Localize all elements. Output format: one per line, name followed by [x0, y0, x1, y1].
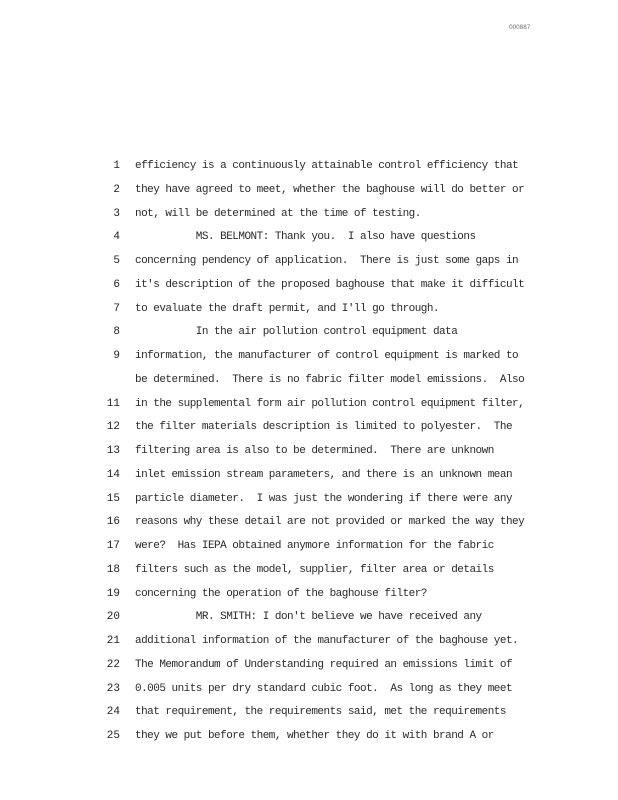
line-text: information, the manufacturer of control equipment is marked to — [135, 350, 519, 362]
transcript-line — [0, 158, 618, 182]
line-text: In the air pollution control equipment data — [135, 326, 458, 339]
line-text: in the supplemental form air pollution control equipment filter, — [135, 397, 525, 410]
transcript-line — [0, 324, 618, 348]
line-number: 25 — [106, 730, 120, 742]
line-number: 17 — [106, 540, 120, 552]
line-text: it's description of the proposed baghouse that make it difficult — [135, 278, 525, 291]
line-number: 18 — [106, 563, 120, 576]
line-number: 7 — [113, 302, 120, 315]
transcript-line — [0, 562, 618, 586]
transcript-line — [0, 467, 618, 491]
line-number: 21 — [106, 635, 120, 647]
line-number: 13 — [106, 445, 120, 457]
transcript-line — [0, 348, 618, 372]
line-number: 16 — [106, 516, 120, 529]
line-number: 6 — [113, 278, 120, 291]
line-text: not, will be determined at the time of testing. — [135, 207, 421, 220]
line-text: they we put before them, whether they do it with brand A or — [135, 730, 494, 742]
line-text: reasons why these detail are not provided or marked the way they — [135, 516, 525, 529]
transcript-line — [0, 277, 618, 301]
line-number: 19 — [106, 587, 120, 600]
line-number: 8 — [113, 326, 120, 339]
transcript-line — [0, 704, 618, 728]
line-number: 11 — [106, 397, 120, 410]
line-text: additional information of the manufacturer of the baghouse yet. — [135, 635, 519, 647]
line-number: 1 — [113, 160, 120, 172]
line-text: particle diameter. I was just the wondering if there were any — [135, 492, 513, 505]
line-text: MR. SMITH: I don't believe we have received any — [135, 611, 482, 624]
line-number: 20 — [106, 611, 120, 624]
line-text: The Memorandum of Understanding required an emissions limit of — [135, 658, 513, 671]
line-number: 14 — [106, 468, 120, 481]
transcript-lines — [0, 158, 618, 752]
line-text: that requirement, the requirements said, met the requirements — [135, 706, 506, 719]
transcript-line — [0, 657, 618, 681]
transcript-line — [0, 396, 618, 420]
transcript-line — [0, 419, 618, 443]
transcript-line — [0, 728, 618, 752]
transcript-line — [0, 301, 618, 325]
transcript-line — [0, 609, 618, 633]
line-text: filters such as the model, supplier, filter area or details — [135, 563, 494, 576]
transcript-line — [0, 182, 618, 206]
line-text: concerning the operation of the baghouse filter? — [135, 587, 427, 600]
line-text: were? Has IEPA obtained anymore information for the fabric — [135, 540, 494, 552]
line-number: 5 — [113, 255, 120, 267]
line-number: 2 — [113, 183, 120, 196]
line-number: 24 — [106, 706, 120, 719]
line-text: efficiency is a continuously attainable control efficiency that — [135, 160, 519, 172]
transcript-line — [0, 538, 618, 562]
transcript-line — [0, 514, 618, 538]
line-text: inlet emission stream parameters, and there is an unknown mean — [135, 468, 513, 481]
line-text: they have agreed to meet, whether the baghouse will do better or — [135, 183, 525, 196]
transcript-line — [0, 443, 618, 467]
transcript-line — [0, 253, 618, 277]
line-number: 3 — [113, 207, 120, 220]
transcript-line — [0, 586, 618, 610]
transcript-line — [0, 681, 618, 705]
transcript-line — [0, 633, 618, 657]
line-text: to evaluate the draft permit, and I'll go through. — [135, 302, 440, 315]
transcript-line — [0, 491, 618, 515]
line-number: 22 — [106, 658, 120, 671]
line-text: MS. BELMONT: Thank you. I also have questions — [135, 231, 476, 244]
line-number: 23 — [106, 682, 120, 695]
line-number: 12 — [106, 421, 120, 434]
transcript-line — [0, 229, 618, 253]
line-number: 15 — [106, 492, 120, 505]
line-text: the filter materials description is limited to polyester. The — [135, 421, 513, 434]
line-text: concerning pendency of application. There is just some gaps in — [135, 255, 519, 267]
line-text: be determined. There is no fabric filter model emissions. Also — [135, 373, 525, 386]
line-text: 0.005 units per dry standard cubic foot. As long as they meet — [135, 682, 513, 695]
transcript-line — [0, 372, 618, 396]
line-text: filtering area is also to be determined. There are unknown — [135, 445, 494, 457]
page-stamp: 000887 — [509, 24, 531, 31]
line-number: 4 — [113, 231, 120, 244]
transcript-line — [0, 206, 618, 230]
line-number: 9 — [113, 350, 120, 362]
